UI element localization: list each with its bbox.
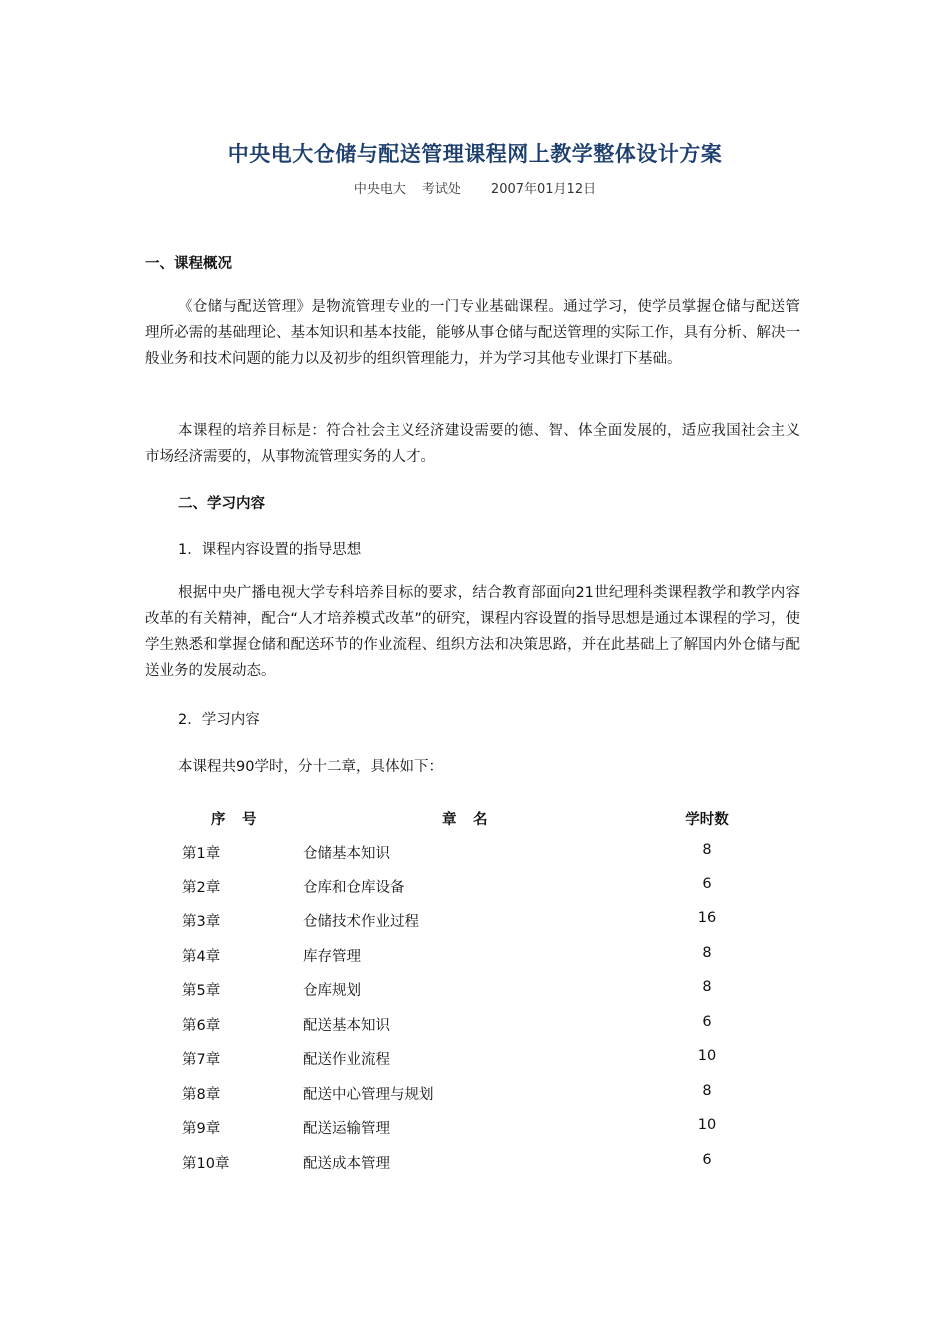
meta-org: 中央电大: [353, 182, 406, 197]
chapter-name: 配送基本知识: [303, 1018, 390, 1034]
document-title: 中央电大仓储与配送管理课程网上教学整体设计方案: [227, 142, 723, 166]
chapter-hours: 8: [702, 979, 712, 995]
table-row: [145, 842, 800, 876]
meta-dept: 考试处: [421, 182, 461, 197]
section2-subheading-1: 1．课程内容设置的指导思想: [178, 542, 362, 558]
table-row: [145, 876, 800, 910]
table-row: [145, 1014, 800, 1048]
section2-paragraph: 根据中央广播电视大学专科培养目标的要求，结合教育部面向21世纪理科类课程教学和教学内容改革的有关精神，配合“人才培养模式改革”的研究，课程内容设置的指导思想是通过本课程的学习，使学生熟悉和掌握仓储和配送环节的作业流程、组织方法和决策思路，并在此基础上了解国内外仓储与配送业务的发展动态。: [145, 585, 800, 679]
table-header-row: [145, 808, 800, 842]
chapter-hours: 10: [697, 1117, 717, 1133]
chapter-hours: 10: [697, 1048, 717, 1064]
chapter-number: 第8章: [182, 1087, 221, 1103]
chapter-number: 第4章: [182, 949, 221, 965]
chapter-name: 配送成本管理: [303, 1156, 390, 1172]
table-row: [145, 945, 800, 979]
chapter-number: 第3章: [182, 914, 221, 930]
section2-subheading-2: 2．学习内容: [178, 712, 260, 728]
table-row: [145, 1152, 800, 1186]
table-row: [145, 910, 800, 944]
section1-paragraph-2: 本课程的培养目标是：符合社会主义经济建设需要的德、智、体全面发展的，适应我国社会主义市场经济需要的，从事物流管理实务的人才。: [145, 423, 800, 465]
chapter-name: 配送中心管理与规划: [303, 1087, 434, 1103]
table-row: [145, 979, 800, 1013]
chapter-number: 第9章: [182, 1121, 221, 1137]
chapter-number: 第6章: [182, 1018, 221, 1034]
chapter-name: 库存管理: [303, 949, 361, 965]
section2-intro: 本课程共90学时，分十二章，具体如下：: [178, 759, 443, 775]
header-chapter-name: 章 名: [442, 812, 489, 828]
chapter-hours: 6: [702, 876, 712, 892]
chapter-number: 第5章: [182, 983, 221, 999]
header-number: 序 号: [211, 812, 258, 828]
chapter-name: 配送作业流程: [303, 1052, 390, 1068]
chapter-hours: 8: [702, 842, 712, 858]
table-row: [145, 1117, 800, 1151]
section1-heading: 一、课程概况: [145, 256, 232, 272]
chapter-number: 第10章: [182, 1156, 230, 1172]
chapter-hours: 6: [702, 1152, 712, 1168]
chapter-hours: 16: [697, 910, 717, 926]
section2-heading: 二、学习内容: [178, 496, 265, 512]
chapter-name: 仓储基本知识: [303, 846, 390, 862]
table-row: [145, 1083, 800, 1117]
chapter-name: 仓储技术作业过程: [303, 914, 419, 930]
chapter-name: 仓库规划: [303, 983, 361, 999]
chapter-name: 配送运输管理: [303, 1121, 390, 1137]
section1-paragraph-1: 《仓储与配送管理》是物流管理专业的一门专业基础课程。通过学习，使学员掌握仓储与配送管理所必需的基础理论、基本知识和基本技能，能够从事仓储与配送管理的实际工作，具有分析、解决一般业务和技术问题的能力以及初步的组织管理能力，并为学习其他专业课打下基础。: [145, 299, 800, 367]
chapter-hours: 6: [702, 1014, 712, 1030]
chapter-hours: 8: [702, 945, 712, 961]
chapter-name: 仓库和仓库设备: [303, 880, 405, 896]
chapter-number: 第1章: [182, 846, 221, 862]
document-meta: [0, 178, 950, 197]
chapter-number: 第2章: [182, 880, 221, 896]
chapter-hours: 8: [702, 1083, 712, 1099]
meta-date: 2007年01月12日: [490, 182, 597, 197]
table-row: [145, 1048, 800, 1082]
chapter-number: 第7章: [182, 1052, 221, 1068]
header-hours: 学时数: [685, 812, 729, 828]
